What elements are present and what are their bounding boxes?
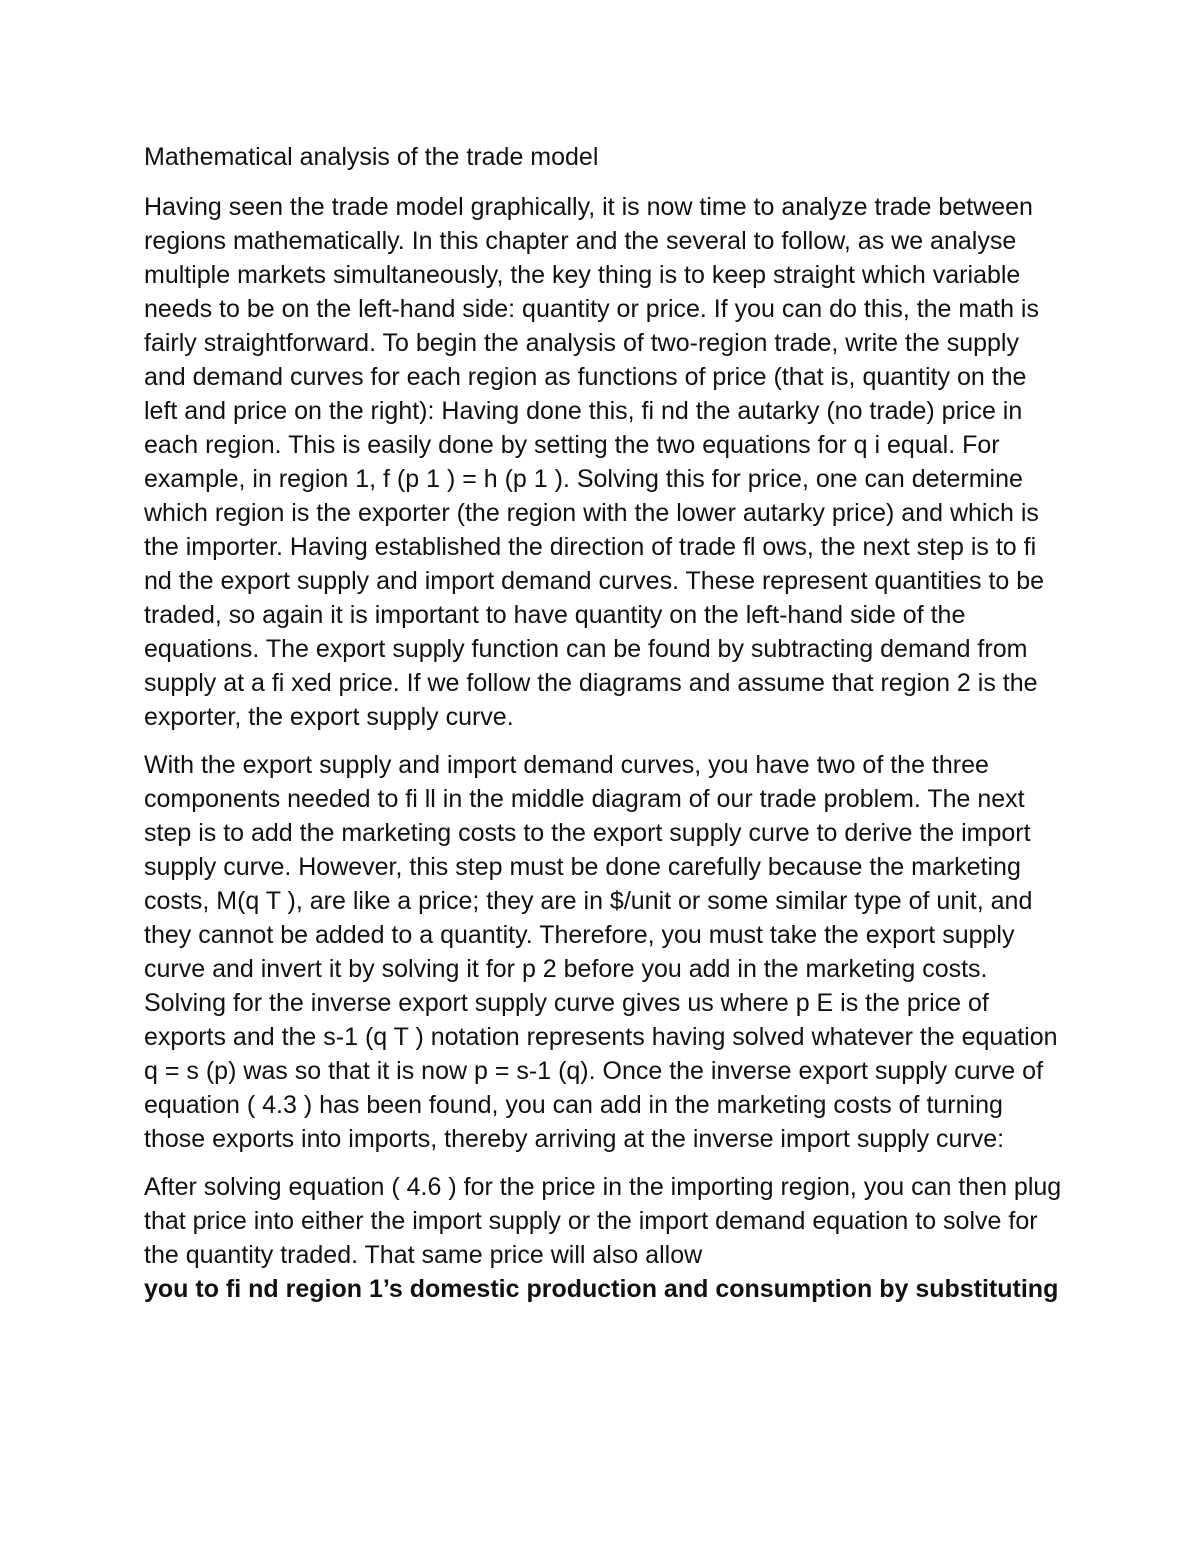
document-body	[144, 140, 1064, 1320]
paragraph-3-bold-text: you to fi nd region 1’s domestic production and consumption by substituting	[144, 1275, 1059, 1303]
paragraph-1: Having seen the trade model graphically, it is now time to analyze trade between regions mathematically. In this chapter and the several to follow, as we analyse multiple markets simultaneously, the key thing is to keep straight which variable needs to be on the left-hand side: quantity or price. If you can do this, the math is fairly straightforward. To begin the analysis of two-region trade, write the supply and demand curves for each region as functions of price (that is, quantity on the left and price on the right): Having done this, fi nd the autarky (no trade) price in each region. This is easily done by setting the two equations for q i equal. For example, in region 1, f (p 1 ) = h (p 1 ). Solving this for price, one can determine which region is the exporter (the region with the lower autarky price) and which is the importer. Having established the direction of trade fl ows, the next step is to fi nd the export supply and import demand curves. These represent quantities to be traded, so again it is important to have quantity on the left-hand side of the equations. The export supply function can be found by subtracting demand from supply at a fi xed price. If we follow the diagrams and assume that region 2 is the exporter, the export supply curve.	[144, 193, 1045, 731]
paragraph-3-regular-text: After solving equation ( 4.6 ) for the price in the importing region, you can then plug that price into either the import supply or the import demand equation to solve for the quantity traded. That same price will also allow	[144, 1173, 1062, 1269]
paragraph-2: With the export supply and import demand curves, you have two of the three components needed to fi ll in the middle diagram of our trade problem. The next step is to add the marketing costs to the export supply curve to derive the import supply curve. However, this step must be done carefully because the marketing costs, M(q T ), are like a price; they are in $/unit or some similar type of unit, and they cannot be added to a quantity. Therefore, you must take the export supply curve and invert it by solving it for p 2 before you add in the marketing costs. Solving for the inverse export supply curve gives us where p E is the price of exports and the s-1 (q T ) notation represents having solved whatever the equation q = s (p) was so that it is now p = s-1 (q). Once the inverse export supply curve of equation ( 4.3 ) has been found, you can add in the marketing costs of turning those exports into imports, thereby arriving at the inverse import supply curve:	[144, 751, 1058, 1153]
paragraph-3	[144, 1170, 1064, 1306]
document-title: Mathematical analysis of the trade model	[144, 143, 599, 171]
